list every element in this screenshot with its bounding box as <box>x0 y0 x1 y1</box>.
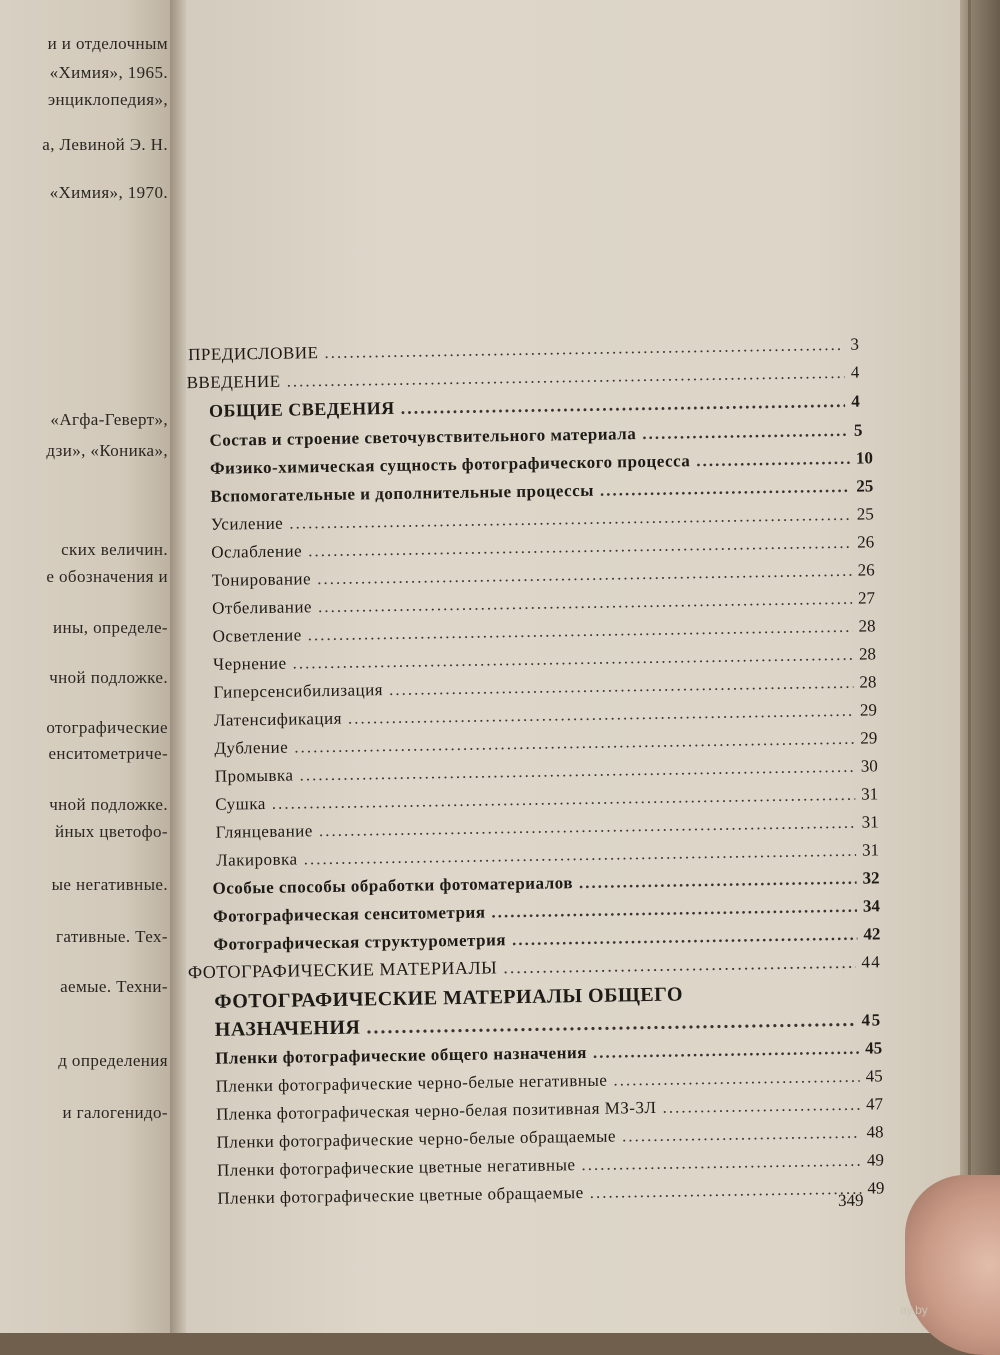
toc-entry-title: ПРЕДИСЛОВИЕ <box>188 343 319 365</box>
toc-entry-page: 28 <box>858 616 876 636</box>
left-page-line: энциклопедия», <box>47 90 168 109</box>
toc-entry-title: Пленки фотографические общего назначения <box>215 1042 588 1068</box>
toc-entry-title: Пленки фотографические цветные обращаемые <box>217 1183 584 1208</box>
toc-leader-dots <box>579 869 857 893</box>
toc-entry <box>215 1008 882 1041</box>
toc-entry <box>215 756 878 786</box>
toc-entry-title: Особые способы обработки фотоматериалов <box>212 873 574 898</box>
left-page <box>0 0 178 1333</box>
toc-entry-title: Пленки фотографические черно-белые негативные <box>215 1070 608 1096</box>
toc-entry-title: Пленки фотографические черно-белые обращаемые <box>216 1126 617 1152</box>
toc-entry <box>211 504 874 534</box>
toc-entry-page: 31 <box>861 812 879 832</box>
toc-entry <box>211 532 874 562</box>
toc-entry-page: 49 <box>866 1150 885 1170</box>
toc-entry-page: 32 <box>862 868 880 888</box>
table-of-contents <box>186 0 976 1333</box>
toc-entry-page: 4 <box>850 362 861 382</box>
toc-entry <box>212 868 879 898</box>
left-page-line: аемые. Техни- <box>60 977 168 996</box>
toc-entry-title: ФОТОГРАФИЧЕСКИЕ МАТЕРИАЛЫ <box>187 957 498 983</box>
toc-leader-dots <box>366 1009 855 1040</box>
toc-leader-dots <box>318 589 852 617</box>
left-page-line: дзи», «Коника», <box>46 441 168 460</box>
toc-entry-page: 31 <box>861 784 879 804</box>
toc-leader-dots <box>348 701 854 729</box>
toc-entry-title: Осветление <box>212 625 302 646</box>
toc-leader-dots <box>389 673 854 700</box>
toc-entry <box>214 728 877 758</box>
toc-entry <box>216 1066 883 1096</box>
toc-leader-dots <box>662 1095 860 1118</box>
toc-entry-title: Лакировка <box>215 849 298 870</box>
toc-entry <box>216 1094 883 1124</box>
left-page-line: ских величин. <box>61 540 168 559</box>
toc-leader-dots <box>642 421 848 444</box>
toc-leader-dots <box>590 1179 862 1203</box>
toc-leader-dots <box>324 335 844 363</box>
toc-entry <box>188 951 881 983</box>
toc-leader-dots <box>622 1123 861 1147</box>
left-page-line: а, Левиной Э. Н. <box>42 135 168 154</box>
toc-entry-page: 45 <box>861 1010 882 1030</box>
toc-entry-page: 48 <box>866 1122 884 1142</box>
toc-entry <box>217 1178 884 1208</box>
toc-entry-title: Усиление <box>210 513 284 534</box>
toc-entry-title: Сушка <box>215 793 266 814</box>
toc-leader-dots <box>308 533 851 562</box>
toc-entry <box>214 980 881 1013</box>
toc-entry-title: Тонирование <box>211 569 312 590</box>
toc-leader-dots <box>317 561 852 589</box>
toc-entry-title: Фотографическая сенситометрия <box>212 902 486 926</box>
toc-leader-dots <box>308 617 853 646</box>
toc-entry-page: 45 <box>865 1038 883 1058</box>
toc-entry-page: 4 <box>851 391 862 411</box>
toc-entry-title: Фотографическая структурометрия <box>213 930 507 954</box>
toc-entry-page: 27 <box>857 588 876 608</box>
toc-leader-dots <box>600 477 851 501</box>
left-page-line: «Агфа-Геверт», <box>50 410 168 429</box>
toc-entry-page: 45 <box>865 1066 883 1086</box>
toc-entry <box>212 560 875 590</box>
toc-entry <box>216 812 879 842</box>
toc-entry <box>213 924 880 954</box>
left-page-line: чной подложке. <box>49 795 168 814</box>
toc-entry <box>216 1122 883 1152</box>
toc-entry <box>212 616 875 646</box>
toc-entry <box>215 1038 882 1068</box>
toc-leader-dots <box>286 363 845 392</box>
toc-entry-title: Физико-химическая сущность фотографического процесса <box>209 451 691 478</box>
left-page-line: гативные. Тех- <box>55 927 168 946</box>
toc-entry <box>216 840 879 870</box>
left-page-line: «Химия», 1970. <box>49 183 168 202</box>
toc-entry <box>213 896 880 926</box>
toc-entry <box>209 421 862 451</box>
toc-leader-dots <box>581 1151 861 1175</box>
toc-entry <box>210 448 873 478</box>
toc-entry-page: 47 <box>865 1094 884 1114</box>
toc-entry-title: Ослабление <box>211 541 303 562</box>
toc-entry <box>188 335 860 366</box>
toc-entry-title: Вспомогательные и дополнительные процессы <box>210 480 595 506</box>
toc-entry <box>213 644 876 674</box>
page-number: 349 <box>837 1190 864 1211</box>
toc-entry-title: Отбеливание <box>212 597 313 618</box>
toc-entry-title: НАЗНАЧЕНИЯ <box>214 1016 361 1041</box>
toc-entry <box>215 784 878 814</box>
left-page-line: енситометриче- <box>48 744 168 763</box>
toc-leader-dots <box>289 505 851 534</box>
toc-entry-page: 30 <box>860 756 878 776</box>
toc-entry-page: 29 <box>860 728 878 748</box>
toc-leader-dots <box>272 785 856 814</box>
toc-entry-page: 28 <box>859 672 877 692</box>
toc-entry-page: 25 <box>856 476 874 496</box>
toc-leader-dots <box>491 897 857 923</box>
toc-entry-title: Дубление <box>214 737 289 758</box>
toc-entry-title: Пленки фотографические цветные негативные <box>216 1155 576 1180</box>
toc-entry-title: Латенсификация <box>213 708 343 730</box>
toc-entry-title: Промывка <box>214 765 294 786</box>
toc-entry <box>186 363 860 394</box>
toc-leader-dots <box>696 449 850 471</box>
toc-leader-dots <box>503 952 855 979</box>
toc-entry-page: 3 <box>850 334 861 354</box>
left-page-line: д определения <box>58 1051 168 1070</box>
toc-entry-title: Состав и строение светочувствительного материала <box>209 424 637 450</box>
toc-entry-title: ВВЕДЕНИЕ <box>186 371 281 393</box>
toc-entry-title: Чернение <box>212 653 287 674</box>
toc-entry-page: 28 <box>858 644 877 664</box>
toc-entry-title: ФОТОГРАФИЧЕСКИЕ МАТЕРИАЛЫ ОБЩЕГО <box>214 983 684 1013</box>
watermark: ay.by <box>900 1303 928 1317</box>
toc-entry <box>210 476 873 506</box>
right-page <box>186 0 976 1333</box>
toc-entry-page: 26 <box>857 560 875 580</box>
toc-entry-page: 25 <box>856 504 874 524</box>
toc-entry-title: Гиперсенсибилизация <box>213 680 384 702</box>
left-page-line: ины, определе- <box>52 618 168 637</box>
toc-entry <box>212 588 875 618</box>
left-page-line: йных цветофо- <box>54 822 168 841</box>
toc-leader-dots <box>512 925 858 950</box>
toc-leader-dots <box>593 1039 860 1063</box>
toc-leader-dots <box>299 757 855 786</box>
toc-entry <box>213 672 876 702</box>
toc-leader-dots <box>400 391 845 419</box>
left-page-line: ые негативные. <box>51 875 168 894</box>
toc-entry-title: Глянцевание <box>215 821 314 842</box>
toc-entry-page: 34 <box>862 896 881 916</box>
toc-leader-dots <box>303 841 856 870</box>
left-page-line: и галогенидо- <box>62 1103 168 1122</box>
book-page-edge <box>960 0 1000 1333</box>
toc-entry-page: 26 <box>857 532 875 552</box>
toc-entry-title: ОБЩИЕ СВЕДЕНИЯ <box>208 397 395 421</box>
toc-entry <box>214 700 877 730</box>
toc-leader-dots <box>613 1067 860 1091</box>
left-page-line: отографические <box>46 718 168 737</box>
toc-entry-page: 42 <box>863 924 881 944</box>
toc-entry <box>209 391 861 422</box>
page-edge-line <box>968 0 971 1240</box>
toc-leader-dots <box>292 645 853 674</box>
left-page-line: чной подложке. <box>49 668 168 687</box>
toc-entry-page: 5 <box>853 420 863 440</box>
toc-entry <box>217 1150 884 1180</box>
toc-entry-title: Пленка фотографическая черно-белая позитивная МЗ-3Л <box>215 1097 657 1124</box>
left-page-line: «Химия», 1965. <box>49 63 168 82</box>
toc-entry-page: 10 <box>855 448 874 468</box>
left-page-line: и и отделочным <box>47 34 168 53</box>
toc-entry-page: 49 <box>867 1178 885 1198</box>
toc-leader-dots <box>294 729 854 758</box>
toc-entry-page: 44 <box>861 952 881 972</box>
toc-leader-dots <box>319 813 856 841</box>
toc-entry-page: 29 <box>859 700 878 720</box>
toc-entry-page: 31 <box>861 840 880 860</box>
left-page-line: е обозначения и <box>46 567 168 586</box>
